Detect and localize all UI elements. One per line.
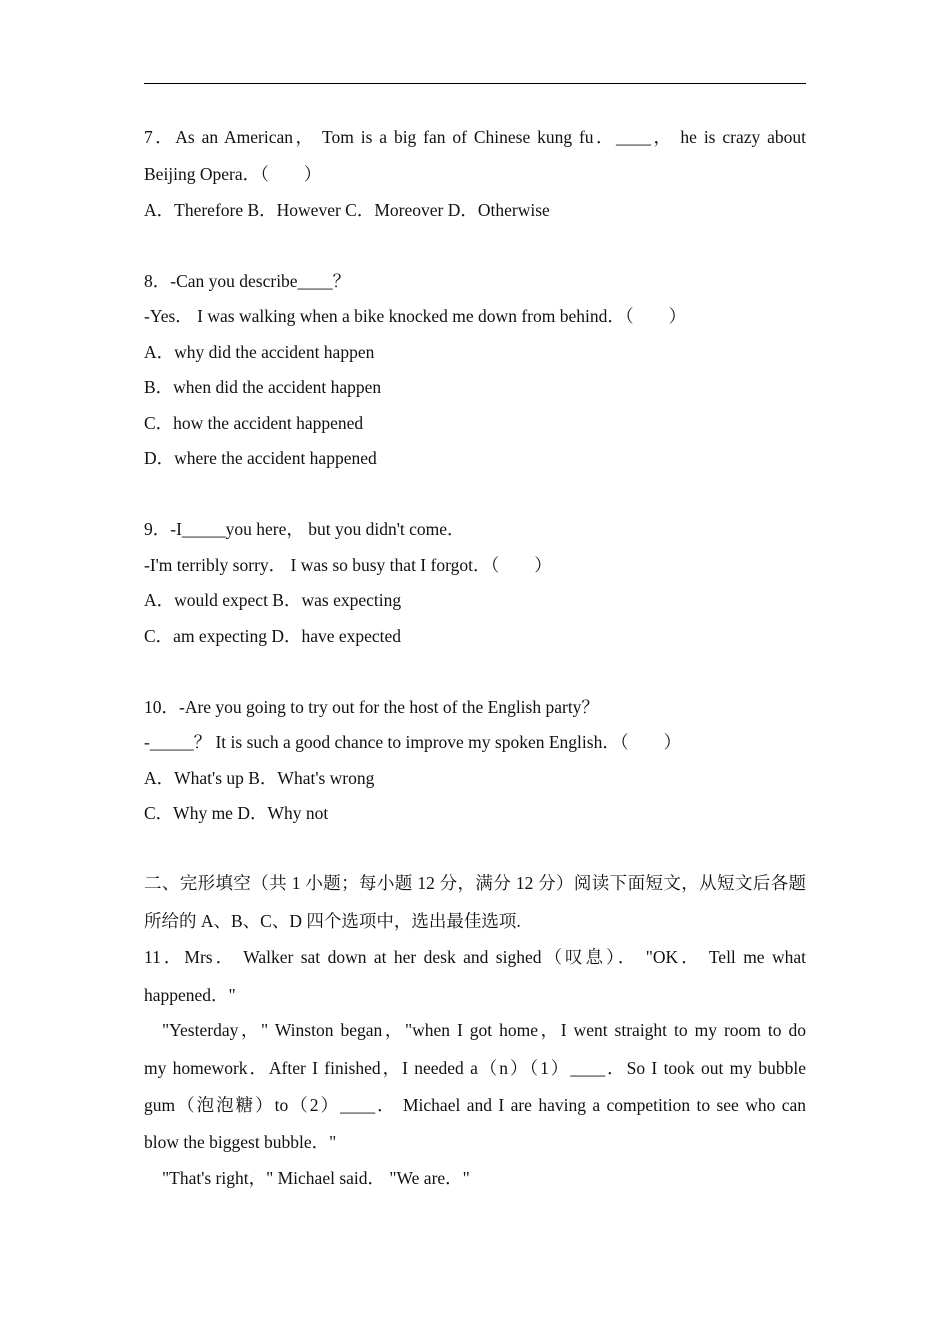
header-rule	[144, 83, 806, 84]
q8-option-d: D．where the accident happened	[144, 448, 377, 468]
section2-heading-line1: 二、完形填空（共 1 小题；每小题 12 分，满分 12 分）阅读下面短文，从短文后各题	[144, 873, 806, 893]
q9-stem-line1: 9．-I_____you here， but you didn't come．	[144, 519, 465, 539]
q10-options-cd: C．Why me D．Why not	[144, 803, 329, 823]
q11-para1-line2: my homework．After I finished，I needed a（n）（1）____．So I took out my bubble	[144, 1058, 806, 1078]
section2-heading-line2: 所给的 A、B、C、D 四个选项中，选出最佳选项.	[144, 911, 521, 931]
q7-stem-line2: Beijing Opera．（ ）	[144, 164, 322, 184]
q10-options-ab: A．What's up B．What's wrong	[144, 768, 375, 788]
q11-stem-line1: 11．Mrs． Walker sat down at her desk and sighed（叹息）． "OK． Tell me what	[144, 947, 806, 967]
q8-option-c: C．how the accident happened	[144, 413, 364, 433]
q8-option-a: A．why did the accident happen	[144, 342, 375, 362]
q9-options-ab: A．would expect B．was expecting	[144, 590, 402, 610]
q11-para1-line1: "Yesterday，" Winston began，"when I got home，I went straight to my room to do	[162, 1020, 806, 1040]
q8-option-b: B．when did the accident happen	[144, 377, 382, 397]
q11-para2-line1: "That's right，" Michael said． "We are．"	[162, 1168, 470, 1188]
q9-stem-line2: -I'm terribly sorry． I was so busy that I forgot．（ ）	[144, 555, 552, 575]
q10-stem-line2: -_____？ It is such a good chance to improve my spoken English．（ ）	[144, 732, 682, 752]
q11-stem-line2: happened．"	[144, 985, 236, 1005]
q11-para1-line4: blow the biggest bubble．"	[144, 1132, 337, 1152]
q8-stem-line2: -Yes． I was walking when a bike knocked me down from behind．（ ）	[144, 306, 687, 326]
q10-stem-line1: 10．-Are you going to try out for the host of the English party？	[144, 697, 599, 717]
q11-para1-line3: gum（泡泡糖）to（2）____． Michael and I are having a competition to see who can	[144, 1095, 806, 1115]
q7-stem-line1: 7．As an American， Tom is a big fan of Chinese kung fu．____， he is crazy about	[144, 127, 806, 147]
q8-stem-line1: 8．-Can you describe____？	[144, 271, 351, 291]
q9-options-cd: C．am expecting D．have expected	[144, 626, 402, 646]
q7-options: A．Therefore B．However C．Moreover D．Otherwise	[144, 200, 550, 220]
